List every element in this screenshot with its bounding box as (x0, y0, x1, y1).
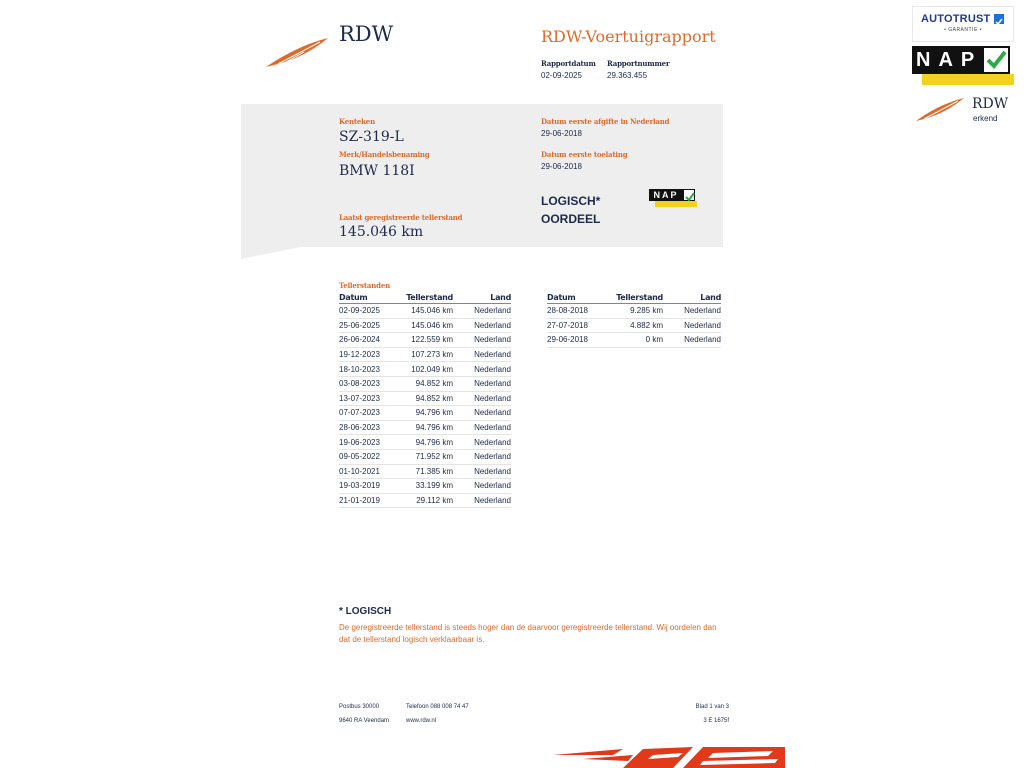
rdw-erkend-brand: RDW (972, 96, 1009, 112)
table-row (339, 435, 511, 450)
reading-country: Nederland (453, 464, 511, 479)
readings-title: Tellerstanden (339, 281, 390, 290)
table-row (339, 493, 511, 508)
note-text-line2: dat de tellerstand logisch verklaarbaar is. (339, 635, 485, 644)
reading-value: 9.285 km (611, 304, 663, 319)
reading-country: Nederland (453, 391, 511, 406)
first-issue-value: 29-06-2018 (541, 129, 582, 138)
autotrust-text: AUTOTRUST (921, 13, 991, 25)
autotrust-sub: • GARANTIE • (944, 27, 982, 33)
footer-web[interactable]: www.rdw.nl (406, 718, 437, 724)
reading-country: Nederland (453, 449, 511, 464)
reading-date: 01-10-2021 (339, 464, 401, 479)
readings-table-left (339, 292, 511, 508)
table-row (547, 318, 721, 333)
check-icon (982, 46, 1010, 74)
reading-date: 29-06-2018 (547, 333, 611, 348)
reading-date: 19-03-2019 (339, 479, 401, 494)
table-row (547, 304, 721, 319)
note-title: * LOGISCH (339, 606, 392, 617)
col-reading: Tellerstand (611, 292, 663, 304)
table-row (339, 449, 511, 464)
plate-label: Kenteken (339, 117, 375, 126)
nap-logo-small (649, 189, 697, 209)
table-row (339, 420, 511, 435)
reading-date: 28-08-2018 (547, 304, 611, 319)
table-row (339, 304, 511, 319)
panel-tail (241, 247, 301, 259)
reading-value: 102.049 km (401, 362, 453, 377)
reading-value: 33.199 km (401, 479, 453, 494)
reading-value: 94.796 km (401, 435, 453, 450)
check-icon (683, 189, 695, 201)
verdict-line1: LOGISCH* (541, 194, 601, 208)
table-row (339, 464, 511, 479)
reading-value: 29.112 km (401, 493, 453, 508)
reading-country: Nederland (453, 318, 511, 333)
report-title: RDW-Voertuigrapport (541, 27, 716, 46)
table-row (339, 362, 511, 377)
rdw-erkend-feather-icon (914, 95, 966, 123)
reading-value: 94.796 km (401, 420, 453, 435)
footer-phone: Telefoon 088 008 74 47 (406, 704, 469, 710)
col-date: Datum (547, 292, 611, 304)
note-text-line1: De geregistreerde tellerstand is steeds hoger dan de daarvoor geregistreerde tellerstand. Wij oordelen dan (339, 623, 717, 632)
reading-date: 07-07-2023 (339, 406, 401, 421)
reading-country: Nederland (453, 493, 511, 508)
first-admission-value: 29-06-2018 (541, 162, 582, 171)
reading-date: 19-12-2023 (339, 347, 401, 362)
reading-date: 02-09-2025 (339, 304, 401, 319)
reading-date: 13-07-2023 (339, 391, 401, 406)
col-reading: Tellerstand (401, 292, 453, 304)
table-row (339, 376, 511, 391)
brand-wordmark: RDW (339, 22, 394, 46)
reading-value: 107.273 km (401, 347, 453, 362)
reading-country: Nederland (663, 333, 721, 348)
verdict-line2: OORDEEL (541, 212, 601, 226)
footer-city: 9640 RA Veendam (339, 718, 390, 724)
table-row (339, 318, 511, 333)
table-row (339, 479, 511, 494)
reading-value: 71.952 km (401, 449, 453, 464)
reading-value: 4.882 km (611, 318, 663, 333)
col-date: Datum (339, 292, 401, 304)
report-date-value: 02-09-2025 (541, 71, 582, 80)
report-number-value: 29.363.455 (607, 71, 648, 80)
footer-postbus: Postbus 30000 (339, 704, 380, 710)
nap-logo-small-text: NAP (649, 189, 683, 201)
table-row (339, 333, 511, 348)
reading-country: Nederland (453, 420, 511, 435)
reading-country: Nederland (453, 435, 511, 450)
reading-country: Nederland (453, 333, 511, 348)
note-text (339, 622, 739, 646)
reading-value: 94.852 km (401, 391, 453, 406)
nap-logo-text: NAP (912, 46, 982, 74)
table-row (339, 406, 511, 421)
nap-logo (912, 46, 1014, 86)
reading-country: Nederland (453, 406, 511, 421)
reading-value: 122.559 km (401, 333, 453, 348)
reading-country: Nederland (453, 304, 511, 319)
reading-date: 27-07-2018 (547, 318, 611, 333)
col-country: Land (663, 292, 721, 304)
reading-value: 71.385 km (401, 464, 453, 479)
table-row (339, 347, 511, 362)
reading-value: 0 km (611, 333, 663, 348)
report-date-label: Rapportdatum (541, 59, 596, 68)
readings-table-right (547, 292, 721, 348)
reading-country: Nederland (663, 318, 721, 333)
col-country: Land (453, 292, 511, 304)
reading-date: 21-01-2019 (339, 493, 401, 508)
verdict (541, 192, 600, 228)
table-row (339, 391, 511, 406)
reading-country: Nederland (453, 376, 511, 391)
odometer-value: 145.046 km (339, 224, 424, 240)
reading-country: Nederland (453, 362, 511, 377)
first-admission-label: Datum eerste toelating (541, 150, 628, 159)
autotrust-logo (912, 6, 1014, 42)
table-row (547, 333, 721, 348)
checkbox-icon (994, 14, 1004, 24)
reading-date: 19-06-2023 (339, 435, 401, 450)
reading-date: 26-06-2024 (339, 333, 401, 348)
reading-value: 145.046 km (401, 304, 453, 319)
plate-value: SZ-319-L (339, 129, 404, 145)
rdw-logo-icon (264, 34, 332, 70)
reading-value: 94.852 km (401, 376, 453, 391)
reading-country: Nederland (663, 304, 721, 319)
footer-code: 3 E 1675f (703, 718, 729, 724)
odometer-label: Laatst geregistreerde tellerstand (339, 213, 463, 222)
first-issue-label: Datum eerste afgifte in Nederland (541, 117, 670, 126)
reading-country: Nederland (453, 479, 511, 494)
reading-country: Nederland (453, 347, 511, 362)
make-value: BMW 118I (339, 163, 415, 179)
reading-date: 28-06-2023 (339, 420, 401, 435)
reading-date: 18-10-2023 (339, 362, 401, 377)
rdw-erkend-sub: erkend (973, 114, 998, 123)
report-number-label: Rapportnummer (607, 59, 670, 68)
make-label: Merk/Handelsbenaming (339, 150, 430, 159)
reading-value: 94.796 km (401, 406, 453, 421)
footer-page: Blad 1 van 3 (695, 704, 729, 710)
reading-date: 25-06-2025 (339, 318, 401, 333)
reading-date: 09-05-2022 (339, 449, 401, 464)
reading-value: 145.046 km (401, 318, 453, 333)
reading-date: 03-08-2023 (339, 376, 401, 391)
decorative-stripes-icon (553, 747, 785, 768)
